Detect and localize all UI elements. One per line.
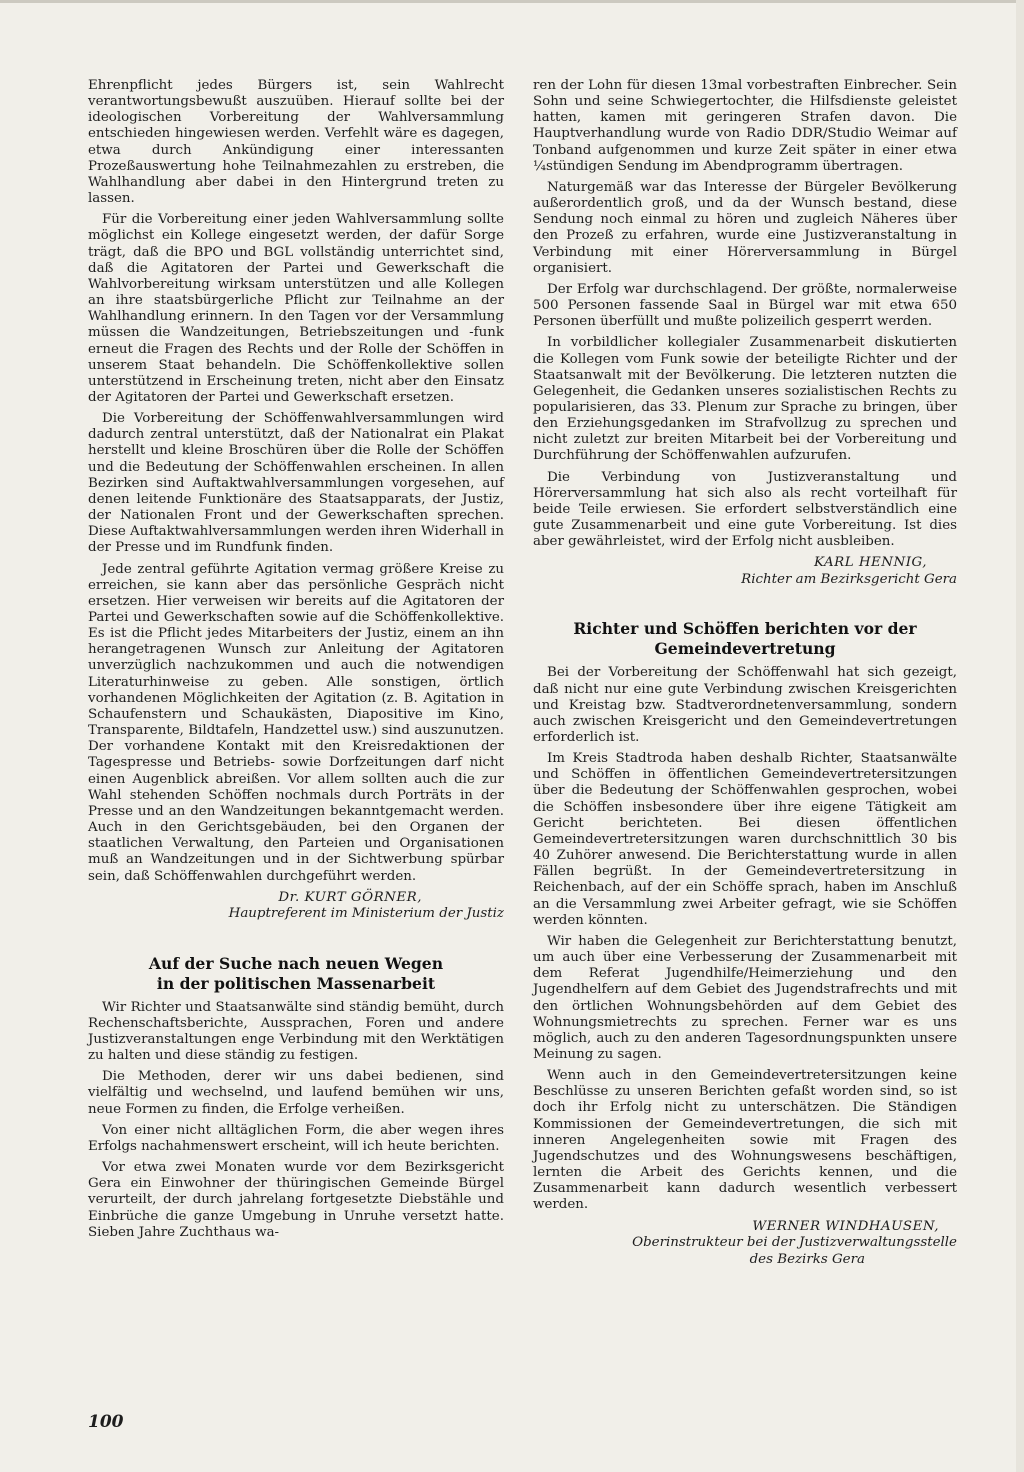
- signature-title: Richter am Bezirksgericht Gera: [741, 571, 957, 587]
- paragraph: Die Verbindung von Justizveranstaltung und Hörerversammlung hat sich also als recht vorteilhaft für beide Teile erwiesen. Sie erfordert selbstverständlich eine gute Zusammenarbeit und eine gute Vorbereitung. Ist dies aber gewährleistet, wird der Erfolg nicht ausbleiben.: [533, 469, 957, 550]
- page-edge: [1016, 0, 1024, 1472]
- top-rule: [0, 0, 1024, 3]
- page-number: 100: [88, 1412, 124, 1432]
- right-column: [533, 78, 957, 1268]
- signature-title: des Bezirks Gera: [749, 1251, 865, 1267]
- signature-name: KARL HENNIG,: [813, 555, 927, 571]
- paragraph: Die Vorbereitung der Schöffenwahlversammlungen wird dadurch zentral unterstützt, daß der Nationalrat ein Plakat herstellt und kleine Broschüren über die Rolle der Schöffen und die Bedeutung der Schöffenwahlen erscheinen. In allen Bezirken sind Auftaktwahlversammlungen vorgesehen, auf denen leitende Funktionäre des Staatsapparats, der Justiz, der Nationalen Front und der Gewerkschaften sprechen. Diese Auftaktwahlversammlungen werden ihren Widerhall in der Presse und im Rundfunk finden.: [88, 411, 504, 556]
- paragraph: Im Kreis Stadtroda haben deshalb Richter, Staatsanwälte und Schöffen in öffentlichen Gemeindevertretersitzungen über die Bedeutung der Schöffenwahlen gesprochen, wobei die Schöffen insbesondere über ihre eigene Tätigkeit am Gericht berichteten. Bei diesen öffentlichen Gemeindevertretersitzungen waren durchschnittlich 30 bis 40 Zuhörer anwesend. Die Berichterstattung wurde in allen Fällen begrüßt. In der Gemeindevertretersitzung in Reichenbach, auf der ein Schöffe sprach, haben im Anschluß an die Versammlung zwei Arbeiter gefragt, wie sie Schöffen werden könnten.: [533, 751, 957, 928]
- paragraph: Wenn auch in den Gemeindevertretersitzungen keine Beschlüsse zu unseren Berichten gefaßt worden sind, so ist doch ihr Erfolg nicht zu unterschätzen. Die Ständigen Kommissionen der Gemeindevertretungen, die sich mit inneren Angelegenheiten sowie mit Fragen des Jugendschutzes und des Wohnungswesens beschäftigen, lernten die Arbeit des Gerichts kennen, und die Zusammenarbeit kann dadurch wesentlich verbessert werden.: [533, 1068, 957, 1213]
- paragraph: Bei der Vorbereitung der Schöffenwahl hat sich gezeigt, daß nicht nur eine gute Verbindung zwischen Kreisgerichten und Kreistag bzw. Stadtverordnetenversammlung, sondern auch zwischen Kreisgericht und den Gemeindevertretungen erforderlich ist.: [533, 665, 957, 745]
- paragraph: Wir haben die Gelegenheit zur Berichterstattung benutzt, um auch über eine Verbesserung der Zusammenarbeit mit dem Referat Jugendhilfe/Heimerziehung und den Jugendhelfern auf dem Gebiet des Jugendstrafrechts und mit den örtlichen Wohnungsbehörden auf dem Gebiet des Wohnungsmietrechts zu sprechen. Ferner war es uns möglich, auch zu den anderen Tagesordnungspunkten unsere Meinung zu sagen.: [533, 933, 957, 1062]
- paragraph: ren der Lohn für diesen 13mal vorbestraften Einbrecher. Sein Sohn und seine Schwiegertochter, die Hilfsdienste geleistet hatten, kamen mit geringeren Strafen davon. Die Hauptverhandlung wurde von Radio DDR/Studio Weimar auf Tonband aufgenommen und kurze Zeit später in einer etwa ¼stündigen Sendung im Abendprogramm übertragen.: [533, 78, 957, 174]
- signature-block: [88, 890, 504, 923]
- paragraph: Ehrenpflicht jedes Bürgers ist, sein Wahlrecht verantwortungsbewußt auszuüben. Hierauf sollte bei der ideologischen Vorbereitung der Wahlversammlung entschieden hingewiesen werden. Verfehlt wäre es dagegen, etwa durch Ankündigung einer interessanten Prozeßauswertung hohe Teilnahmezahlen zu erstreben, die Wahlhandlung aber dabei in den Hintergrund treten zu lassen.: [88, 78, 504, 207]
- article-title: Richter und Schöffen berichten vor der Gemeindevertretung: [573, 619, 917, 659]
- paragraph: Jede zentral geführte Agitation vermag größere Kreise zu erreichen, sie kann aber das persönliche Gespräch nicht ersetzen. Hier verweisen wir bereits auf die Agitatoren der Partei und Gewerkschaften sowie auf die Schöffenkollektive. Es ist die Pflicht jedes Mitarbeiters der Justiz, einem an ihn herangetragenen Wunsch zur Anleitung der Agitatoren unverzüglich nachzukommen und auch die notwendigen Literaturhinweise zu geben. Alle sonstigen, örtlich vorhandenen Möglichkeiten der Agitation (z. B. Agitation in Schaufenstern und Schaukästen, Diapositive im Kino, Transparente, Bildtafeln, Handzettel usw.) sind auszunutzen. Der vorhandene Kontakt mit den Kreisredaktionen der Tagespresse und Betriebs- sowie Dorfzeitungen darf nicht einen Augenblick abreißen. Vor allem sollten auch die zur Wahl stehenden Schöffen nochmals durch Porträts in der Presse und an den Wandzeitungen bekanntgemacht werden. Auch in den Gerichtsgebäuden, bei den Organen der staatlichen Verwaltung, den Parteien und Organisationen muß an Wandzeitungen und in der Sichtwerbung spürbar sein, daß Schöffenwahlen durchgeführt werden.: [88, 561, 504, 884]
- signature-block: [533, 555, 957, 588]
- signature-title: Hauptreferent im Ministerium der Justiz: [228, 906, 504, 922]
- signature-title: Oberinstrukteur bei der Justizverwaltungsstelle: [632, 1235, 957, 1251]
- paragraph: Für die Vorbereitung einer jeden Wahlversammlung sollte möglichst ein Kollege eingesetzt werden, der dafür Sorge trägt, daß die BPO und BGL vollständig unterrichtet sind, daß die Agitatoren der Partei und Gewerkschaft die Wahlvorbereitung wirksam unterstützen und alle Kollegen an ihre staatsbürgerliche Pflicht zur Teilnahme an der Wahlhandlung erinnern. In den Tagen vor der Versammlung müssen die Wandzeitungen, Betriebszeitungen und -funk erneut die Fragen des Rechts und der Rolle der Schöffen in unserem Staat behandeln. Die Schöffenkollektive sollen unterstützend in Erscheinung treten, nicht aber den Einsatz der Agitatoren der Partei und Gewerkschaft ersetzen.: [88, 212, 504, 405]
- signature-name: WERNER WINDHAUSEN,: [752, 1218, 939, 1234]
- paragraph: Der Erfolg war durchschlagend. Der größte, normalerweise 500 Personen fassende Saal in Bürgel war mit etwa 650 Personen überfüllt und mußte polizeilich gesperrt werden.: [533, 281, 957, 330]
- paragraph: Vor etwa zwei Monaten wurde vor dem Bezirksgericht Gera ein Einwohner der thüringischen Gemeinde Bürgel verurteilt, der durch jahrelang fortgesetzte Diebstähle und Einbrüche die ganze Umgebung in Unruhe versetzt hatte. Sieben Jahre Zuchthaus wa-: [88, 1160, 504, 1240]
- article-title: Auf der Suche nach neuen Wegen in der politischen Massenarbeit: [148, 953, 444, 993]
- paragraph: Von einer nicht alltäglichen Form, die aber wegen ihres Erfolgs nachahmenswert erscheint, will ich heute berichten.: [88, 1122, 504, 1154]
- left-column: [88, 78, 504, 1246]
- signature-name: Dr. KURT GÖRNER,: [278, 889, 422, 905]
- paragraph: Die Methoden, derer wir uns dabei bedienen, sind vielfältig und wechselnd, und laufend bemühen wir uns, neue Formen zu finden, die Erfolge verheißen.: [88, 1069, 504, 1117]
- paragraph: Wir Richter und Staatsanwälte sind ständig bemüht, durch Rechenschaftsberichte, Aussprachen, Foren und andere Justizveranstaltungen enge Verbindung mit den Werktätigen zu halten und diese ständig zu festigen.: [88, 999, 504, 1064]
- paragraph: Naturgemäß war das Interesse der Bürgeler Bevölkerung außerordentlich groß, und da der Wunsch bestand, diese Sendung noch einmal zu hören und zugleich Näheres über den Prozeß zu erfahren, wurde eine Justizveranstaltung in Verbindung mit einer Hörerversammlung in Bürgel organisiert.: [533, 179, 957, 276]
- signature-block: [533, 1219, 957, 1269]
- paragraph: In vorbildlicher kollegialer Zusammenarbeit diskutierten die Kollegen vom Funk sowie der beteiligte Richter und der Staatsanwalt mit der Bevölkerung. Die letzteren nutzten die Gelegenheit, die Gedanken unseres sozialistischen Rechts zu popularisieren, das 33. Plenum zur Sprache zu bringen, über den Erziehungsgedanken im Strafvollzug zu sprechen und nicht zuletzt zur breiten Mitarbeit bei der Vorbereitung und Durchführung der Schöffenwahlen aufzurufen.: [533, 335, 957, 464]
